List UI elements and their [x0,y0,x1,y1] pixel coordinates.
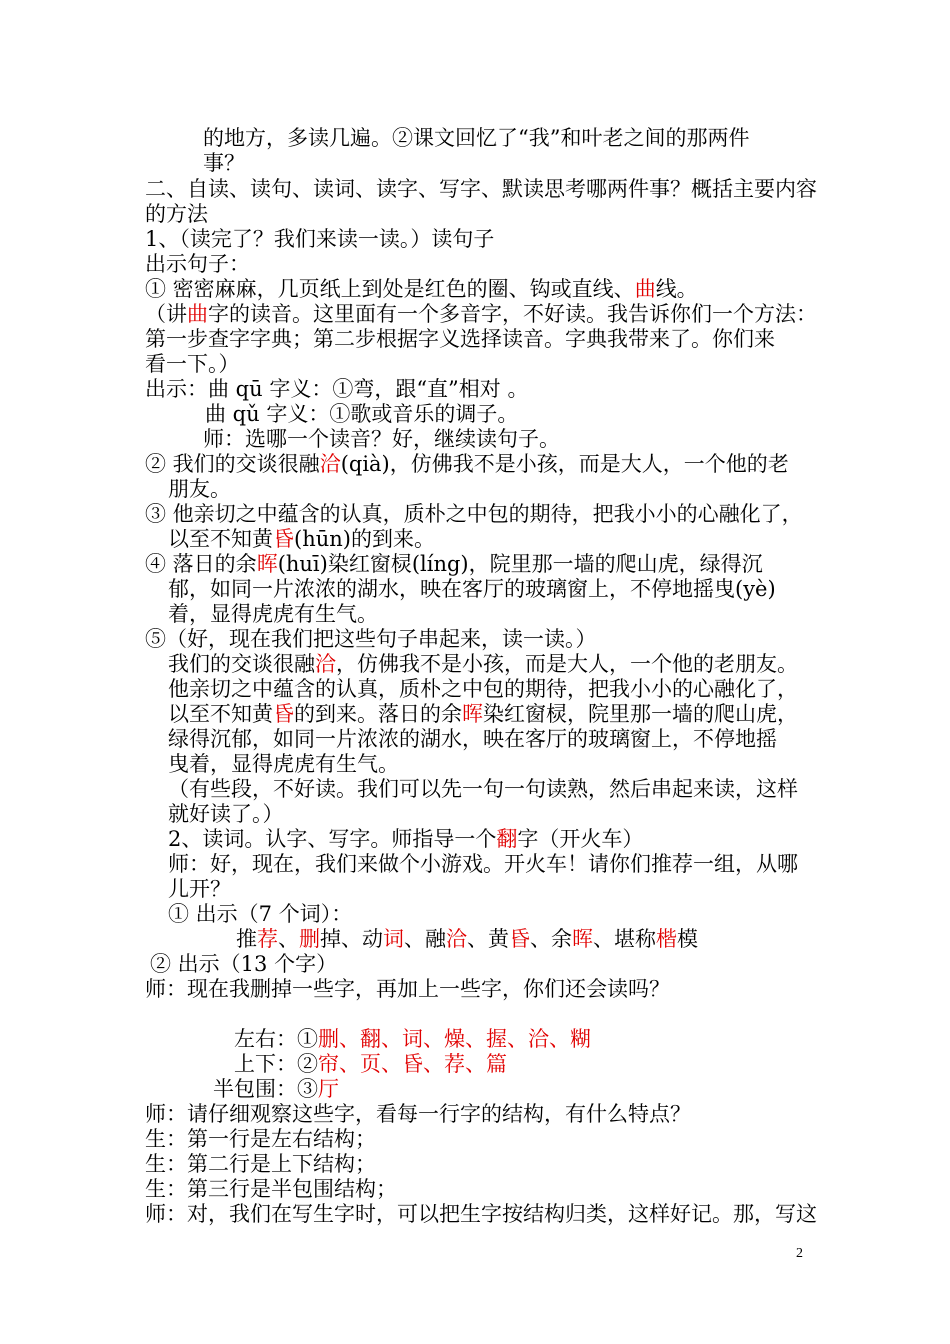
text-segment: 、融 [404,927,446,951]
text-line [145,352,240,376]
highlighted-text: 词 [383,927,404,951]
text-line [145,1127,376,1151]
text-segment: 师：现在我删掉一些字，再加上一些字，你们还会读吗？ [145,977,670,1001]
text-segment: ③ 他亲切之中蕴含的认真，质朴之中包的期待，把我小小的心融化了， [145,502,803,526]
text-segment: 以至不知黄 [168,702,273,726]
text-line [145,252,250,276]
text-line [145,202,208,226]
text-line [145,1202,817,1226]
text-line [145,1102,691,1126]
text-segment: 着，显得虎虎有生气。 [168,602,378,626]
text-segment: 生：第三行是半包围结构； [145,1177,397,1201]
text-segment: 以至不知黄 [168,527,273,551]
text-segment: ① 密密麻麻，几页纸上到处是红色的圈、钩或直线、 [145,277,635,301]
text-line [168,852,798,876]
text-segment: ，仿佛我不是小孩，而是大人，一个他的老朋友。 [336,652,798,676]
highlighted-text: 翻 [496,827,518,851]
text-line [145,627,597,651]
text-line [203,151,245,175]
text-segment: 第一步查字字典；第二步根据字义选择读音。字典我带来了。你们来 [145,327,775,351]
text-segment: 出示：曲 qū 字义：①弯，跟“直”相对 。 [145,377,529,401]
highlighted-text: 晖 [572,927,593,951]
text-line [145,1177,397,1201]
text-line [168,652,798,676]
text-line [168,477,231,501]
text-line [168,802,284,826]
text-line [168,527,435,551]
text-line [145,227,494,251]
text-segment: 染红窗棂，院里那一墙的爬山虎， [483,702,798,726]
text-segment: ② 出示（13 个字） [150,952,338,976]
text-line [205,402,518,426]
highlighted-text: 帘、页、昏、荐、篇 [318,1052,507,1076]
text-line [145,502,803,526]
text-segment: 事？ [203,151,245,175]
highlighted-text: 曲 [634,277,656,301]
text-segment: 郁，如同一片浓浓的湖水，映在客厅的玻璃窗上，不停地摇曳(yè) [168,577,776,601]
text-line [145,177,817,201]
page-number: 2 [796,1246,803,1261]
text-line [203,126,749,150]
text-line [203,427,560,451]
highlighted-text: 昏 [273,527,294,551]
text-segment: （有些段，不好读。我们可以先一句一句读熟，然后串起来读，这样 [168,777,798,801]
text-segment: 生：第一行是左右结构； [145,1127,376,1151]
highlighted-text: 晖 [462,702,483,726]
text-segment: 字的读音。这里面有一个多音字，不好读。我告诉你们一个方法： [208,302,817,326]
text-segment: 的地方，多读几遍。②课文回忆了“我”和叶老之间的那两件 [203,126,750,150]
text-segment: 的方法 [145,202,208,226]
text-segment: 我们的交谈很融 [168,652,315,676]
text-line [234,1027,591,1051]
text-segment: 师：对，我们在写生字时，可以把生字按结构归类，这样好记。那，写这 [145,1202,817,1226]
text-segment: 掉、动 [320,927,383,951]
text-line [145,1152,376,1176]
text-segment: 朋友。 [168,477,231,501]
highlighted-text: 删、翻、词、燥、握、洽、糊 [318,1027,591,1051]
highlighted-text: 昏 [509,927,530,951]
text-segment: 绿得沉郁，如同一片浓浓的湖水，映在客厅的玻璃窗上，不停地摇 [168,727,777,751]
text-segment: 2、读词。认字、写字。师指导一个 [168,827,497,851]
text-segment: 曲 qǔ 字义：①歌或音乐的调子。 [205,402,519,426]
highlighted-text: 楷 [656,927,677,951]
highlighted-text: 晖 [256,552,278,576]
text-line [145,327,775,351]
text-segment: 儿开？ [168,877,231,901]
text-segment: 、黄 [467,927,509,951]
text-line [168,727,777,751]
text-segment: 推 [236,927,257,951]
text-line [168,677,798,701]
text-segment: ⑤（好，现在我们把这些句子串起来，读一读。） [145,627,597,651]
text-segment: ② 我们的交谈很融 [145,452,320,476]
highlighted-text: 洽 [319,452,341,476]
text-line [145,452,789,476]
highlighted-text: 删 [299,927,320,951]
text-segment: ④ 落日的余 [145,552,257,576]
text-line [168,777,798,801]
text-segment: （讲 [145,302,187,326]
text-segment: 、 [278,927,299,951]
text-segment: 师：好，现在，我们来做个小游戏。开火车！请你们推荐一组，从哪 [168,852,798,876]
text-segment: 线。 [655,277,698,301]
text-line [145,377,528,401]
text-segment: 、余 [530,927,572,951]
text-segment: 看一下。） [145,352,240,376]
text-segment: 出示句子： [145,252,250,276]
text-segment: 上下：② [234,1052,318,1076]
highlighted-text: 曲 [187,302,208,326]
text-line [234,1052,507,1076]
highlighted-text: 洽 [315,652,336,676]
text-line [168,827,643,851]
text-line [145,302,817,326]
text-segment: 1、（读完了？我们来读一读。）读句子 [145,227,495,251]
highlighted-text: 荐 [257,927,278,951]
text-line [168,577,776,601]
text-segment: 师：请仔细观察这些字，看每一行字的结构，有什么特点？ [145,1102,691,1126]
text-segment: 、堪称 [593,927,656,951]
text-line [145,552,763,576]
text-line [168,902,352,926]
text-segment: 二、自读、读句、读词、读字、写字、默读思考哪两件事？概括主要内容 [145,177,817,201]
text-segment: 的到来。落日的余 [294,702,462,726]
highlighted-text: 洽 [446,927,467,951]
text-segment: 就好读了。） [168,802,284,826]
text-line [236,927,698,951]
highlighted-text: 昏 [273,702,294,726]
text-segment: 他亲切之中蕴含的认真，质朴之中包的期待，把我小小的心融化了， [168,677,798,701]
text-line [150,952,337,976]
highlighted-text: 厅 [318,1077,339,1101]
text-line [168,602,378,626]
text-segment: 师：选哪一个读音？好，继续读句子。 [203,427,560,451]
text-line [145,977,670,1001]
text-line [168,877,231,901]
text-segment: 半包围：③ [213,1077,318,1101]
text-segment: 左右：① [234,1027,318,1051]
text-segment: ① 出示（7 个词）： [168,902,353,926]
text-segment: 曳着，显得虎虎有生气。 [168,752,399,776]
text-segment: (huī)染红窗棂(líng)，院里那一墙的爬山虎，绿得沉 [277,552,763,576]
text-segment: 模 [677,927,698,951]
text-segment: (hūn)的到来。 [294,527,435,551]
text-line [145,277,698,301]
text-line [213,1077,339,1101]
text-line [168,752,399,776]
text-segment: (qià)，仿佛我不是小孩，而是大人，一个他的老 [340,452,789,476]
text-segment: 字（开火车） [517,827,644,851]
text-segment: 生：第二行是上下结构； [145,1152,376,1176]
text-line [168,702,798,726]
